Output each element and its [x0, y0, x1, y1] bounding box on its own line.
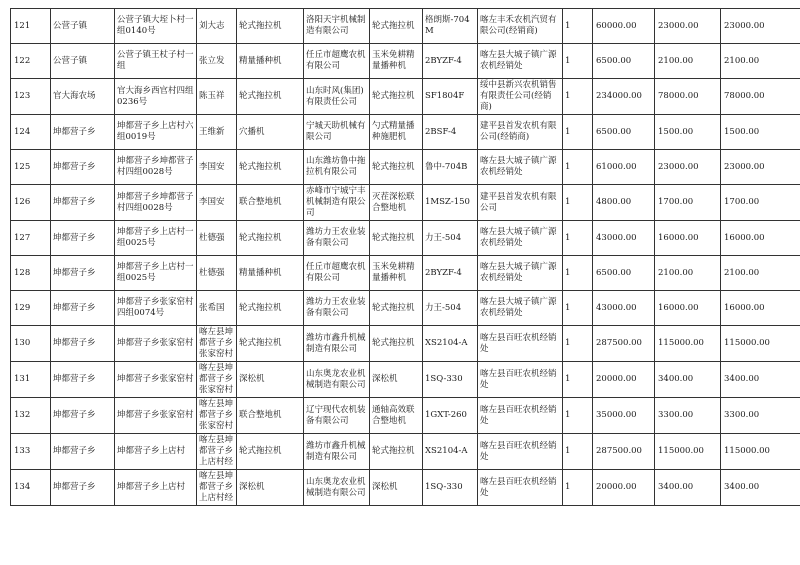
- model-cell: XS2104-A: [423, 326, 478, 362]
- product-name-cell: 轮式拖拉机: [370, 150, 423, 185]
- row-number: 126: [11, 185, 51, 221]
- row-number: 128: [11, 256, 51, 291]
- table-row: [11, 9, 800, 44]
- buyer-cell: 张立发: [197, 44, 237, 79]
- row-number: 132: [11, 398, 51, 434]
- machine-category-cell: 轮式拖拉机: [237, 9, 304, 44]
- town-cell: 坤都营子乡: [51, 291, 115, 326]
- central-subsidy-cell: 23000.00: [721, 9, 800, 44]
- row-number: 125: [11, 150, 51, 185]
- address-cell: 坤都营子乡坤都营子村四组0028号: [115, 150, 197, 185]
- central-subsidy-cell: 3400.00: [721, 362, 800, 398]
- address-cell: 坤都营子乡上店村: [115, 470, 197, 506]
- product-name-cell: 玉米免耕精量播种机: [370, 256, 423, 291]
- town-cell: 坤都营子乡: [51, 326, 115, 362]
- subsidy-table-page: [10, 8, 790, 506]
- subsidy-amount-cell: 16000.00: [655, 291, 721, 326]
- dealer-cell: 喀左县大城子镇广源农机经销处: [478, 221, 563, 256]
- town-cell: 官大海农场: [51, 79, 115, 115]
- subsidy-amount-cell: 2100.00: [655, 256, 721, 291]
- product-name-cell: 灭茬深松联合整地机: [370, 185, 423, 221]
- product-name-cell: 深松机: [370, 362, 423, 398]
- buyer-cell: 杜德强: [197, 221, 237, 256]
- machine-category-cell: 精量播种机: [237, 44, 304, 79]
- product-name-cell: 轮式拖拉机: [370, 221, 423, 256]
- dealer-cell: 喀左县百旺农机经销处: [478, 326, 563, 362]
- model-cell: SF1804F: [423, 79, 478, 115]
- sale-price-cell: 60000.00: [593, 9, 655, 44]
- central-subsidy-cell: 3400.00: [721, 470, 800, 506]
- address-cell: 坤都营子乡张家窑村: [115, 362, 197, 398]
- address-cell: 公营子镇王杖子村一组: [115, 44, 197, 79]
- manufacturer-cell: 山东潍坊鲁中拖拉机有限公司: [304, 150, 370, 185]
- quantity-cell: 1: [563, 434, 593, 470]
- table-row: [11, 434, 800, 470]
- buyer-cell: 杜德强: [197, 256, 237, 291]
- row-number: 134: [11, 470, 51, 506]
- row-number: 131: [11, 362, 51, 398]
- product-name-cell: 轮式拖拉机: [370, 434, 423, 470]
- table-row: [11, 79, 800, 115]
- subsidy-amount-cell: 115000.00: [655, 326, 721, 362]
- quantity-cell: 1: [563, 9, 593, 44]
- sale-price-cell: 20000.00: [593, 362, 655, 398]
- table-row: [11, 221, 800, 256]
- manufacturer-cell: 洛阳天宇机械制造有限公司: [304, 9, 370, 44]
- model-cell: 1SQ-330: [423, 470, 478, 506]
- manufacturer-cell: 任丘市超鹰农机有限公司: [304, 44, 370, 79]
- sale-price-cell: 287500.00: [593, 326, 655, 362]
- quantity-cell: 1: [563, 256, 593, 291]
- product-name-cell: 轮式拖拉机: [370, 326, 423, 362]
- product-name-cell: 轮式拖拉机: [370, 291, 423, 326]
- town-cell: 坤都营子乡: [51, 470, 115, 506]
- central-subsidy-cell: 1500.00: [721, 115, 800, 150]
- sale-price-cell: 6500.00: [593, 115, 655, 150]
- model-cell: 1GXT-260: [423, 398, 478, 434]
- central-subsidy-cell: 115000.00: [721, 326, 800, 362]
- model-cell: XS2104-A: [423, 434, 478, 470]
- central-subsidy-cell: 16000.00: [721, 221, 800, 256]
- quantity-cell: 1: [563, 150, 593, 185]
- sale-price-cell: 43000.00: [593, 221, 655, 256]
- subsidy-amount-cell: 115000.00: [655, 434, 721, 470]
- manufacturer-cell: 赤峰市宁城宁丰机械制造有限公司: [304, 185, 370, 221]
- subsidy-amount-cell: 2100.00: [655, 44, 721, 79]
- table-row: [11, 291, 800, 326]
- town-cell: 公营子镇: [51, 9, 115, 44]
- dealer-cell: 建平县首发农机有限公司: [478, 185, 563, 221]
- sale-price-cell: 61000.00: [593, 150, 655, 185]
- address-cell: 坤都营子乡张家窑村: [115, 398, 197, 434]
- dealer-cell: 建平县首发农机有限公司(经销商): [478, 115, 563, 150]
- quantity-cell: 1: [563, 470, 593, 506]
- table-row: [11, 185, 800, 221]
- buyer-cell: 陈玉祥: [197, 79, 237, 115]
- subsidy-amount-cell: 78000.00: [655, 79, 721, 115]
- model-cell: 格朗斯-704M: [423, 9, 478, 44]
- machine-category-cell: 轮式拖拉机: [237, 150, 304, 185]
- dealer-cell: 绥中县新兴农机销售有限责任公司(经销商): [478, 79, 563, 115]
- town-cell: 坤都营子乡: [51, 434, 115, 470]
- buyer-cell: 李国安: [197, 150, 237, 185]
- central-subsidy-cell: 2100.00: [721, 44, 800, 79]
- quantity-cell: 1: [563, 221, 593, 256]
- quantity-cell: 1: [563, 291, 593, 326]
- sale-price-cell: 20000.00: [593, 470, 655, 506]
- address-cell: 官大海乡西官村四组0236号: [115, 79, 197, 115]
- machine-category-cell: 深松机: [237, 362, 304, 398]
- address-cell: 坤都营子乡张家窑村: [115, 326, 197, 362]
- table-row: [11, 398, 800, 434]
- dealer-cell: 喀左县百旺农机经销处: [478, 470, 563, 506]
- dealer-cell: 喀左县大城子镇广源农机经销处: [478, 150, 563, 185]
- town-cell: 坤都营子乡: [51, 221, 115, 256]
- machine-category-cell: 轮式拖拉机: [237, 434, 304, 470]
- machine-category-cell: 精量播种机: [237, 256, 304, 291]
- address-cell: 坤都营子乡坤都营子村四组0028号: [115, 185, 197, 221]
- model-cell: 2BYZF-4: [423, 44, 478, 79]
- model-cell: 力王-504: [423, 221, 478, 256]
- sale-price-cell: 6500.00: [593, 44, 655, 79]
- machine-category-cell: 轮式拖拉机: [237, 326, 304, 362]
- row-number: 129: [11, 291, 51, 326]
- machine-category-cell: 深松机: [237, 470, 304, 506]
- address-cell: 坤都营子乡上店村一组0025号: [115, 221, 197, 256]
- row-number: 123: [11, 79, 51, 115]
- dealer-cell: 喀左县百旺农机经销处: [478, 362, 563, 398]
- address-cell: 坤都营子乡上店村六组0019号: [115, 115, 197, 150]
- subsidy-amount-cell: 1500.00: [655, 115, 721, 150]
- machine-category-cell: 轮式拖拉机: [237, 221, 304, 256]
- central-subsidy-cell: 78000.00: [721, 79, 800, 115]
- table-row: [11, 150, 800, 185]
- row-number: 127: [11, 221, 51, 256]
- product-name-cell: 勺式精量播种施肥机: [370, 115, 423, 150]
- manufacturer-cell: 辽宁现代农机装备有限公司: [304, 398, 370, 434]
- row-number: 124: [11, 115, 51, 150]
- subsidy-amount-cell: 16000.00: [655, 221, 721, 256]
- town-cell: 公营子镇: [51, 44, 115, 79]
- town-cell: 坤都营子乡: [51, 362, 115, 398]
- table-row: [11, 326, 800, 362]
- subsidy-amount-cell: 1700.00: [655, 185, 721, 221]
- machine-category-cell: 轮式拖拉机: [237, 291, 304, 326]
- dealer-cell: 喀左县百旺农机经销处: [478, 398, 563, 434]
- buyer-cell: 刘大志: [197, 9, 237, 44]
- subsidy-table: [10, 8, 800, 506]
- manufacturer-cell: 山东时风(集团)有限责任公司: [304, 79, 370, 115]
- quantity-cell: 1: [563, 115, 593, 150]
- table-row: [11, 115, 800, 150]
- town-cell: 坤都营子乡: [51, 185, 115, 221]
- table-row: [11, 470, 800, 506]
- quantity-cell: 1: [563, 362, 593, 398]
- quantity-cell: 1: [563, 326, 593, 362]
- manufacturer-cell: 山东奥龙农业机械制造有限公司: [304, 362, 370, 398]
- table-row: [11, 44, 800, 79]
- town-cell: 坤都营子乡: [51, 398, 115, 434]
- sale-price-cell: 43000.00: [593, 291, 655, 326]
- table-row: [11, 362, 800, 398]
- model-cell: 1MSZ-150: [423, 185, 478, 221]
- dealer-cell: 喀左县大城子镇广源农机经销处: [478, 256, 563, 291]
- quantity-cell: 1: [563, 44, 593, 79]
- model-cell: 鲁中-704B: [423, 150, 478, 185]
- model-cell: 2BYZF-4: [423, 256, 478, 291]
- subsidy-amount-cell: 3400.00: [655, 362, 721, 398]
- product-name-cell: 玉米免耕精量播种机: [370, 44, 423, 79]
- dealer-cell: 喀左县百旺农机经销处: [478, 434, 563, 470]
- dealer-cell: 喀左县大城子镇广源农机经销处: [478, 291, 563, 326]
- manufacturer-cell: 任丘市超鹰农机有限公司: [304, 256, 370, 291]
- row-number: 122: [11, 44, 51, 79]
- town-cell: 坤都营子乡: [51, 115, 115, 150]
- product-name-cell: 轮式拖拉机: [370, 9, 423, 44]
- manufacturer-cell: 宁城天助机械有限公司: [304, 115, 370, 150]
- central-subsidy-cell: 23000.00: [721, 150, 800, 185]
- sale-price-cell: 234000.00: [593, 79, 655, 115]
- manufacturer-cell: 潍坊市鑫升机械制造有限公司: [304, 326, 370, 362]
- town-cell: 坤都营子乡: [51, 256, 115, 291]
- subsidy-amount-cell: 23000.00: [655, 9, 721, 44]
- central-subsidy-cell: 1700.00: [721, 185, 800, 221]
- manufacturer-cell: 潍坊力王农业装备有限公司: [304, 221, 370, 256]
- buyer-cell: 王维新: [197, 115, 237, 150]
- dealer-cell: 喀左县大城子镇广源农机经销处: [478, 44, 563, 79]
- dealer-cell: 喀左丰禾农机汽贸有限公司(经销商): [478, 9, 563, 44]
- address-cell: 坤都营子乡上店村一组0025号: [115, 256, 197, 291]
- central-subsidy-cell: 2100.00: [721, 256, 800, 291]
- town-cell: 坤都营子乡: [51, 150, 115, 185]
- model-cell: 2BSF-4: [423, 115, 478, 150]
- address-cell: 坤都营子乡张家窑村四组0074号: [115, 291, 197, 326]
- subsidy-amount-cell: 3300.00: [655, 398, 721, 434]
- table-row: [11, 256, 800, 291]
- address-cell: 公营子镇大垤卜村一组0140号: [115, 9, 197, 44]
- address-cell: 坤都营子乡上店村: [115, 434, 197, 470]
- table-body: [11, 9, 800, 506]
- central-subsidy-cell: 3300.00: [721, 398, 800, 434]
- buyer-cell: 张希国: [197, 291, 237, 326]
- quantity-cell: 1: [563, 398, 593, 434]
- quantity-cell: 1: [563, 79, 593, 115]
- subsidy-amount-cell: 3400.00: [655, 470, 721, 506]
- row-number: 133: [11, 434, 51, 470]
- row-number: 130: [11, 326, 51, 362]
- manufacturer-cell: 潍坊市鑫升机械制造有限公司: [304, 434, 370, 470]
- buyer-cell: 喀左县坤都营子乡张家窑村: [197, 326, 237, 362]
- machine-category-cell: 联合整地机: [237, 185, 304, 221]
- central-subsidy-cell: 16000.00: [721, 291, 800, 326]
- subsidy-amount-cell: 23000.00: [655, 150, 721, 185]
- sale-price-cell: 4800.00: [593, 185, 655, 221]
- machine-category-cell: 联合整地机: [237, 398, 304, 434]
- machine-category-cell: 穴播机: [237, 115, 304, 150]
- product-name-cell: 通轴高效联合整地机: [370, 398, 423, 434]
- product-name-cell: 深松机: [370, 470, 423, 506]
- model-cell: 力王-504: [423, 291, 478, 326]
- buyer-cell: 喀左县坤都营子乡上店村经: [197, 470, 237, 506]
- manufacturer-cell: 潍坊力王农业装备有限公司: [304, 291, 370, 326]
- quantity-cell: 1: [563, 185, 593, 221]
- machine-category-cell: 轮式拖拉机: [237, 79, 304, 115]
- buyer-cell: 喀左县坤都营子乡上店村经: [197, 434, 237, 470]
- central-subsidy-cell: 115000.00: [721, 434, 800, 470]
- buyer-cell: 李国安: [197, 185, 237, 221]
- model-cell: 1SQ-330: [423, 362, 478, 398]
- row-number: 121: [11, 9, 51, 44]
- buyer-cell: 喀左县坤都营子乡张家窑村: [197, 362, 237, 398]
- sale-price-cell: 35000.00: [593, 398, 655, 434]
- manufacturer-cell: 山东奥龙农业机械制造有限公司: [304, 470, 370, 506]
- buyer-cell: 喀左县坤都营子乡张家窑村: [197, 398, 237, 434]
- product-name-cell: 轮式拖拉机: [370, 79, 423, 115]
- sale-price-cell: 6500.00: [593, 256, 655, 291]
- sale-price-cell: 287500.00: [593, 434, 655, 470]
